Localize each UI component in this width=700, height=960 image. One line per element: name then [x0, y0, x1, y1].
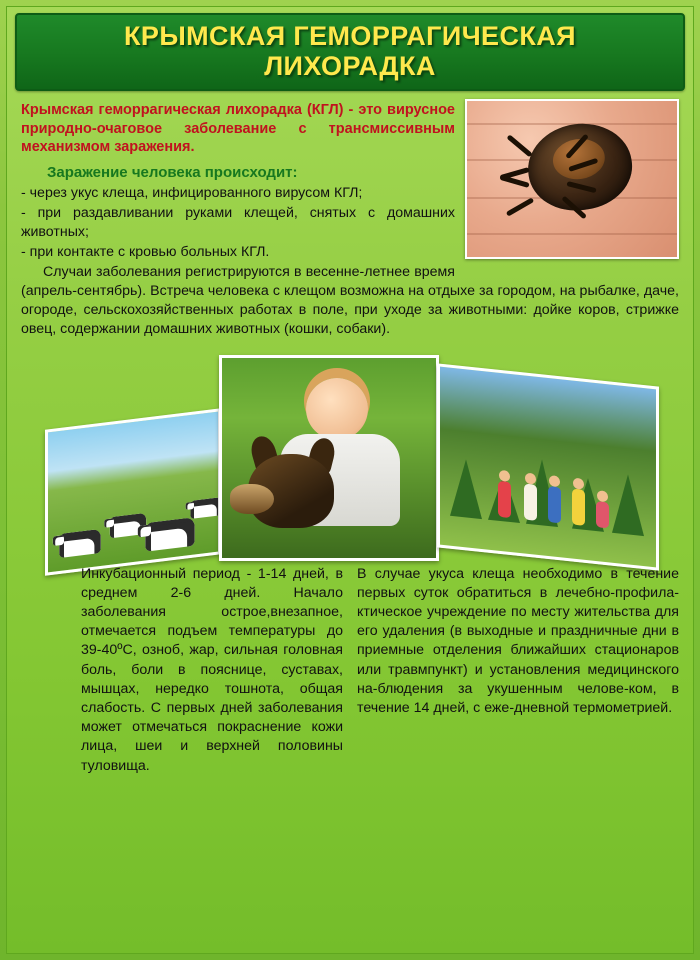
route-item-1: - через укус клеща, инфицированного вирусом КГЛ;: [21, 184, 363, 201]
page-title: [15, 13, 685, 91]
children-playing-outdoors-photo: [437, 363, 659, 570]
bite-action-column: [357, 565, 679, 776]
seasonality-paragraph: Случаи заболевания регистрируются в весенне-летнее время (апрель-сентябрь). Встреча человека с клещом возможна на отдыхе за городом, на рыбалке, даче, огороде, сельскохозяйственных работах в поле, при уходе за животными: дойке коров, стрижке овец, содержании домашних животных (кошки, собаки).: [21, 263, 679, 337]
infection-routes-heading: Заражение человека происходит:: [47, 163, 298, 181]
route-item-2: - при раздавливании руками клещей, снятых с домашних животных;: [21, 204, 455, 240]
lead-paragraph: Крымская геморрагическая лихорадка (КГЛ) - это вирусное природно-очаговое заболевание с трансмиссивным механизмом заражения.: [21, 102, 455, 155]
cows-in-pasture-photo: [45, 408, 221, 576]
incubation-text: Инкубационный период - 1-14 дней, в среднем 2-6 дней. Начало заболевания острое,внезапное, отмечается подъем температуры до 39-40ºС, озноб, жар, сильная головная боль, боли в пояснице, суставах, мышцах, нередко тошнота, общая слабость. С первых дней заболевания может отмечаться покраснение кожи лица, шеи и верхней половины туловища.: [81, 565, 343, 774]
title-line-1: КРЫМСКАЯ ГЕМОРРАГИЧЕСКАЯ: [124, 21, 576, 51]
boy-hugging-dog-photo: [219, 355, 439, 561]
route-item-3: - при контакте с кровью больных КГЛ.: [21, 243, 270, 260]
bottom-text-section: [7, 565, 693, 776]
poster-inner: [6, 6, 694, 954]
photo-collage: [7, 345, 694, 583]
tick-on-skin-photo: [465, 99, 679, 259]
main-content: [7, 95, 693, 339]
title-line-2: ЛИХОРАДКА: [264, 51, 436, 81]
bite-action-text: В случае укуса клеща необходимо в течение первых суток обратиться в лечебно-профила-ктическое учреждение по месту жительства для его удаления (в выходные и праздничные дни в приемные отделения ближайших стационаров или травмпункт) и установления медицинского на-блюдения за укушенным челове-ком, в течение 14 дней, с еже-дневной термометрией.: [357, 565, 679, 716]
incubation-column: [21, 565, 343, 776]
